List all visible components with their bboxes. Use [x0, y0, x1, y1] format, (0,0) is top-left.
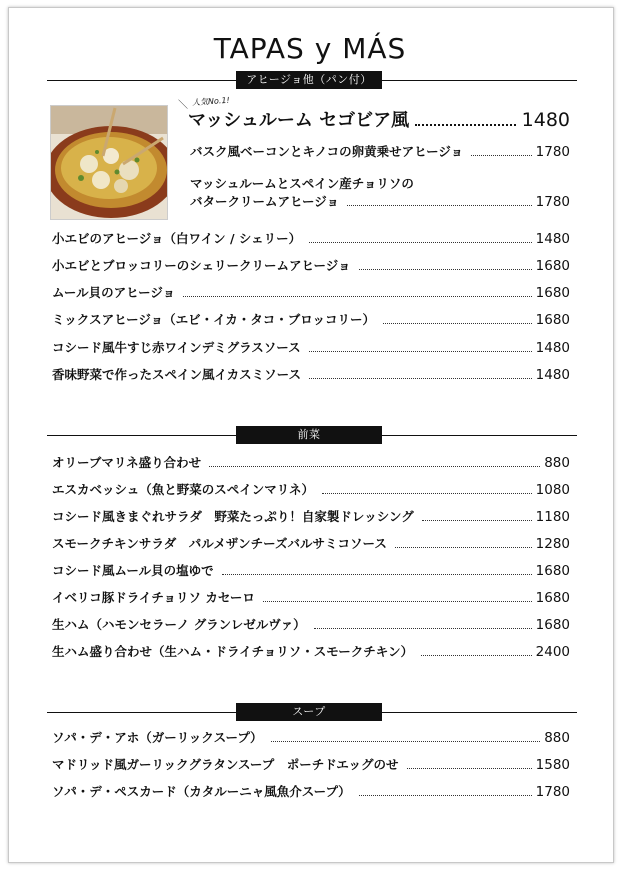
menu-item-price: 1480 [535, 231, 570, 247]
leader-dots [271, 730, 541, 742]
leader-dots [359, 784, 532, 796]
featured-item-price: 1480 [521, 109, 570, 131]
leader-dots [222, 563, 532, 575]
section-label-ajillo: アヒージョ他（パン付） [236, 71, 382, 89]
menu-item-name-line2: バタークリームアヒージョ [190, 194, 340, 209]
menu-item-price: 1180 [535, 509, 570, 525]
menu-item [52, 311, 570, 329]
menu-item-name: マドリッド風ガーリックグラタンスープ ポーチドエッグのせ [52, 757, 399, 772]
menu-item-name: 小エビとブロッコリーのシェリークリームアヒージョ [52, 258, 351, 273]
menu-item-price: 1680 [535, 563, 570, 579]
menu-item [52, 508, 570, 526]
menu-item-price: 880 [544, 455, 570, 471]
leader-dots [347, 194, 532, 206]
leader-dots [421, 644, 532, 656]
menu-item-name: エスカベッシュ（魚と野菜のスペインマリネ） [52, 482, 315, 497]
menu-item-price: 1780 [535, 194, 570, 210]
menu-item [52, 616, 570, 634]
menu-item-price: 1680 [535, 617, 570, 633]
menu-item-price: 1680 [535, 285, 570, 301]
menu-item-name: スモークチキンサラダ パルメザンチーズバルサミコソース [52, 536, 387, 551]
menu-item-price: 1480 [535, 340, 570, 356]
menu-item [52, 366, 570, 384]
menu-item-price: 2400 [535, 644, 570, 660]
leader-dots [309, 231, 531, 243]
menu-item-price: 1280 [535, 536, 570, 552]
menu-item-name: ソパ・デ・アホ（ガーリックスープ） [52, 730, 263, 745]
menu-item [52, 454, 570, 472]
menu-item-name: ミックスアヒージョ（エビ・イカ・タコ・ブロッコリー） [52, 312, 376, 327]
leader-dots [471, 144, 532, 156]
menu-item-price: 1680 [535, 590, 570, 606]
menu-item-name-line1: マッシュルームとスペイン産チョリソの [190, 176, 414, 191]
featured-item-name: マッシュルーム セゴビア風 [188, 110, 410, 131]
menu-item [52, 481, 570, 499]
menu-item [52, 257, 570, 275]
menu-item-name: 生ハム盛り合わせ（生ハム・ドライチョリソ・スモークチキン） [52, 644, 414, 659]
leader-dots [322, 482, 532, 494]
leader-dots [407, 757, 532, 769]
menu-item-name: イベリコ豚ドライチョリソ カセーロ [52, 590, 255, 605]
leader-dots [395, 536, 532, 548]
menu-item-name: 香味野菜で作ったスペイン風イカスミソース [52, 367, 302, 382]
menu-title: TAPAS y MÁS [213, 32, 407, 65]
menu-item [52, 783, 570, 801]
menu-item [52, 562, 570, 580]
leader-dots [314, 617, 532, 629]
leader-dots [309, 367, 532, 379]
leader-dots [383, 312, 532, 324]
menu-item-price: 1680 [535, 312, 570, 328]
menu-item [52, 589, 570, 607]
menu-item [52, 230, 570, 248]
menu-item-name: ソパ・デ・ペスカード（カタルーニャ風魚介スープ） [52, 784, 351, 799]
menu-item-name: コシード風牛すじ赤ワインデミグラスソース [52, 340, 301, 355]
menu-item-name: コシード風きまぐれサラダ 野菜たっぷり！自家製ドレッシング [52, 509, 414, 524]
section-label-soup: スープ [236, 703, 382, 721]
menu-item [52, 339, 570, 357]
leader-dots [209, 455, 540, 467]
menu-item-price: 1680 [535, 258, 570, 274]
menu-item-price: 1580 [535, 757, 570, 773]
menu-item [52, 643, 570, 661]
menu-item-price: 1480 [535, 367, 570, 383]
featured-item [188, 106, 570, 130]
ajillo-photo [50, 105, 168, 220]
menu-item-name: バスク風ベーコンとキノコの卵黄乗せアヒージョ [190, 144, 464, 159]
leader-dots [415, 110, 515, 126]
menu-item-price: 1780 [535, 144, 570, 160]
leader-dots [263, 590, 532, 602]
leader-dots [183, 285, 532, 297]
menu-item-name: オリーブマリネ盛り合わせ [52, 455, 202, 470]
menu-item-name: 生ハム（ハモンセラーノ グランレゼルヴァ） [52, 617, 306, 632]
leader-dots [359, 258, 532, 270]
menu-item-price: 880 [544, 730, 570, 746]
leader-dots [309, 340, 532, 352]
menu-item [190, 193, 570, 211]
menu-item [190, 143, 570, 161]
menu-item [52, 284, 570, 302]
menu-item-name: ムール貝のアヒージョ [52, 285, 176, 300]
menu-item [52, 729, 570, 747]
menu-item [52, 535, 570, 553]
popular-badge: 人気No.1! [191, 95, 230, 108]
menu-item-price: 1780 [535, 784, 570, 800]
menu-item-name: コシード風ムール貝の塩ゆで [52, 563, 214, 578]
menu-item-name: 小エビのアヒージョ（白ワイン / シェリー） [52, 231, 302, 246]
badge-mark-icon: ＼ [178, 100, 188, 111]
leader-dots [422, 509, 532, 521]
menu-item-price: 1080 [535, 482, 570, 498]
section-label-appetizers: 前菜 [236, 426, 382, 444]
menu-item [52, 756, 570, 774]
